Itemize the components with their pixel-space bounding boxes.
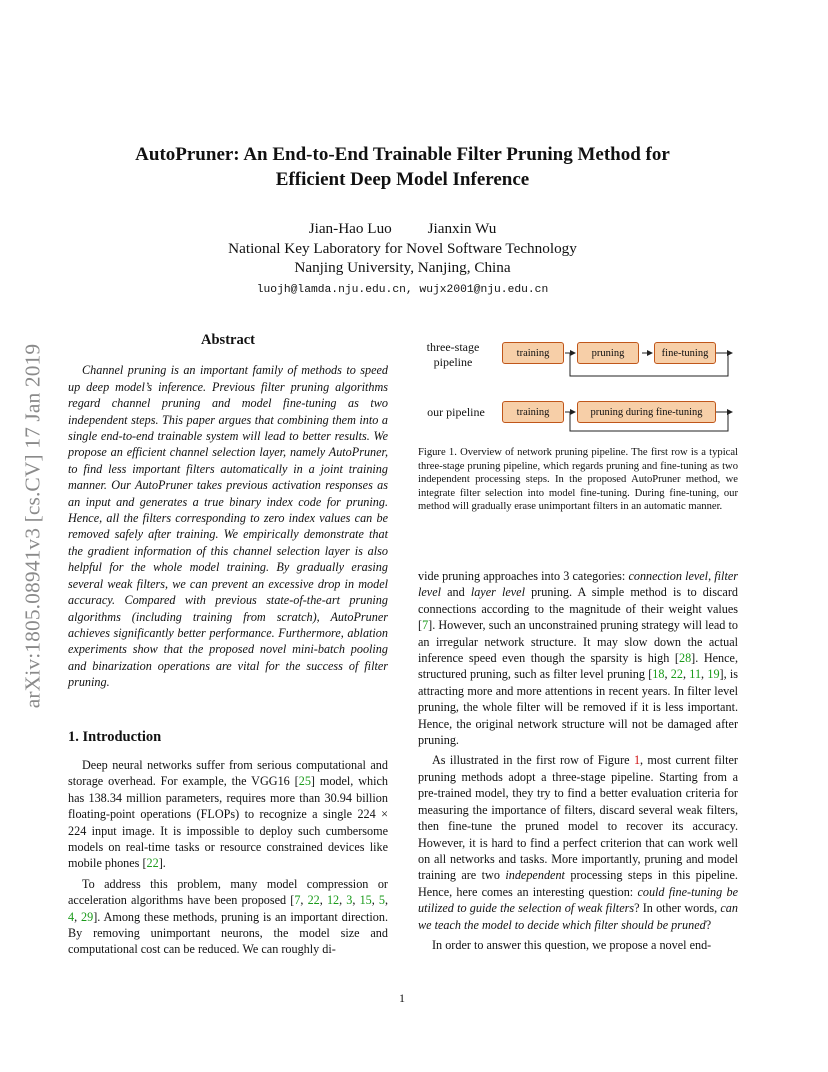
author-name: Jianxin Wu <box>427 220 497 237</box>
citation-link[interactable]: 15 <box>359 893 372 908</box>
author-names <box>150 219 655 239</box>
box-pruning: pruning <box>577 342 639 364</box>
text-run: ], is attracting more and more attentions in recent years. In filter level pruning, the whole filter will be removed if it is less important. Hence, the original network structure will not be damaged after pruning. <box>418 667 739 748</box>
citation-link[interactable]: 19 <box>707 667 720 682</box>
citation-link[interactable]: 3 <box>346 893 353 908</box>
affiliation-line-1: National Key Laboratory for Novel Software Technology <box>228 239 577 257</box>
citation-link[interactable]: 5 <box>378 893 386 908</box>
affiliation-line-2: Nanjing University, Nanjing, China <box>294 259 511 276</box>
emphasis: could fine-tuning be utilized to guide the selection of weak filters <box>418 884 739 916</box>
text-run: ? <box>705 917 712 932</box>
author-block <box>150 219 655 300</box>
citation-link[interactable]: 11 <box>689 667 702 682</box>
text-run: ] model, which has 138.34 million parameters, requires more than 30.94 billion floating-point operations (FLOPs) to recognize a single 224 × 224 input image. It is impossible to deploy such cumbersome models on real-time tasks or resource constrained devices like mobile phones [ <box>68 774 389 871</box>
arxiv-stamp: arXiv:1805.08941v3 [cs.CV] 17 Jan 2019 <box>20 343 45 709</box>
box-training: training <box>502 342 564 364</box>
text-run: Deep neural networks suffer from serious computational and storage overhead. For example, the VGG16 [ <box>68 757 388 789</box>
figure-link[interactable]: 1 <box>633 753 641 768</box>
citation-link[interactable]: 28 <box>678 651 692 666</box>
citation-link[interactable]: 22 <box>670 667 683 682</box>
author-name: Jian-Hao Luo <box>308 220 392 237</box>
citation-link[interactable]: 25 <box>298 774 311 789</box>
left-column <box>68 332 388 962</box>
text-run: processing steps in this pipeline. Hence, here comes an interesting question: <box>418 868 738 899</box>
emphasis: can we teach the model to decide which filter should be pruned <box>418 901 738 932</box>
citation-link[interactable]: 29 <box>81 909 94 924</box>
text-run: ]. Among these methods, pruning is an important direction. By removing unimportant neurons, the model size and computational cost can be reduced. We can roughly di- <box>68 909 388 957</box>
right-column <box>418 568 738 957</box>
emphasis: layer level <box>470 585 525 600</box>
figure-caption: Figure 1. Overview of network pruning pipeline. The first row is a typical three-stage pruning pipeline, which regards pruning and fine-tuning as two independent processing steps. In the proposed AutoPruner method, we integrate filter selection into model fine-tuning. During fine-tuning, our method will gradually erase unimportant filters in an automatic manner. <box>418 447 738 513</box>
body-paragraph: In order to answer this question, we propose a novel end- <box>432 937 712 952</box>
text-run: and <box>441 585 471 600</box>
intro-paragraph <box>68 757 388 872</box>
box-pruning-during-fine-tuning: pruning during fine-tuning <box>577 401 716 423</box>
text-run: ? In other words, <box>634 901 721 916</box>
citation-link[interactable]: 12 <box>326 893 340 908</box>
row-label-line: pipeline <box>433 355 473 369</box>
text-run: pruning. A simple method is to discard connections according to the magnitude of their weight values [ <box>418 585 738 633</box>
emphasis: filter level <box>418 569 738 600</box>
section-heading-introduction: 1. Introduction <box>68 728 162 745</box>
row-label-line: three-stage <box>426 340 480 354</box>
emphasis: independent <box>505 868 565 883</box>
text-run: To address this problem, many model compression or acceleration algorithms have been proposed [ <box>68 876 388 908</box>
citation-link[interactable]: 22 <box>307 893 320 908</box>
citation-link[interactable]: 7 <box>422 618 429 633</box>
text-run: , <box>708 569 715 583</box>
text-run: vide pruning approaches into 3 categories: <box>418 569 629 583</box>
body-paragraph: vide pruning approaches into 3 categories: connection level, filter level and layer level pruning. A simple method is to discard connections according to the magnitude of their weight values [7]. However, such an unconstrained pruning strategy will lead to an irregular network structure. It may slow down the actual inference speed even though the sparsity is high [28]. Hence, structured pruning, such as filter level pruning [18, 22, 11, 19], is attracting more and more attentions in recent years. In filter level pruning, the whole filter will be removed if it is less important. Hence, the original network structure will not be damaged after pruning. <box>418 569 739 748</box>
paper-title <box>110 142 695 192</box>
text-run: As illustrated in the first row of Figure <box>432 753 634 768</box>
author-emails: luojh@lamda.nju.edu.cn, wujx2001@nju.edu.cn <box>256 283 549 296</box>
text-run: ]. However, such an unconstrained pruning strategy will lead to an irregular network structure. It may slow down the actual inference speed even though the sparsity is high [ <box>418 618 738 666</box>
text-run: ]. Hence, structured pruning, such as filter level pruning [ <box>418 651 738 682</box>
title-line-1: AutoPruner: An End-to-End Trainable Filter Pruning Method for <box>135 144 670 165</box>
abstract-heading: Abstract <box>201 332 255 348</box>
body-paragraph <box>418 752 738 932</box>
title-line-2: Efficient Deep Model Inference <box>275 169 530 190</box>
text-run: ]. <box>158 856 166 871</box>
citation-link[interactable]: 7 <box>294 893 301 908</box>
citation-link[interactable]: 4 <box>68 909 75 924</box>
citation-link[interactable]: 18 <box>652 667 665 682</box>
box-fine-tuning: fine-tuning <box>654 342 716 364</box>
abstract-text: Channel pruning is an important family of methods to speed up deep model’s inference. Previous filter pruning algorithms regard channel pruning and model fine-tuning as two independent steps. This paper argues that combining them into a single end-to-end trainable system will lead to better results. We propose an efficient channel selection layer, namely AutoPruner, to find less important filters automatically in a joint training manner. Our AutoPruner takes previous activation responses as an input and generates a true binary index code for pruning. Hence, all the filters corresponding to zero index values can be removed safely after training. We empirically demonstrate that the gradient information of this channel selection layer is also helpful for the whole model training. By gradually erasing several weak filters, we can prevent an excessive drop in model accuracy. Compared with previous state-of-the-art pruning algorithms (including training from scratch), AutoPruner achieves significantly better performance. Furthermore, ablation experiments show that the proposed novel mini-batch pooling and binarization operations are vital for the success of filter pruning. <box>68 363 388 690</box>
emphasis: connection level <box>628 569 709 583</box>
row-label-our-pipeline: our pipeline <box>427 405 485 419</box>
text-run: , most current filter pruning methods adopt a three-stage pipeline. Starting from a pre-trained model, they try to find a better evaluation criteria for measuring the importance of filters, discard several weak filters, then fine-tune the pruned model to recover its accuracy. However, it is hard to find a perfect criterion that can work well on all networks and tasks. More importantly, pruning and model training are two <box>418 753 738 883</box>
box-training: training <box>502 401 564 423</box>
intro-paragraph: To address this problem, many model compression or acceleration algorithms have been proposed [7, 22, 12, 3, 15, 5, 4, 29]. Among these methods, pruning is an important direction. By removing unimportant neurons, the model size and computational cost can be reduced. We can roughly di- <box>68 876 389 957</box>
page-number: 1 <box>399 991 405 1005</box>
citation-link[interactable]: 22 <box>146 856 159 871</box>
